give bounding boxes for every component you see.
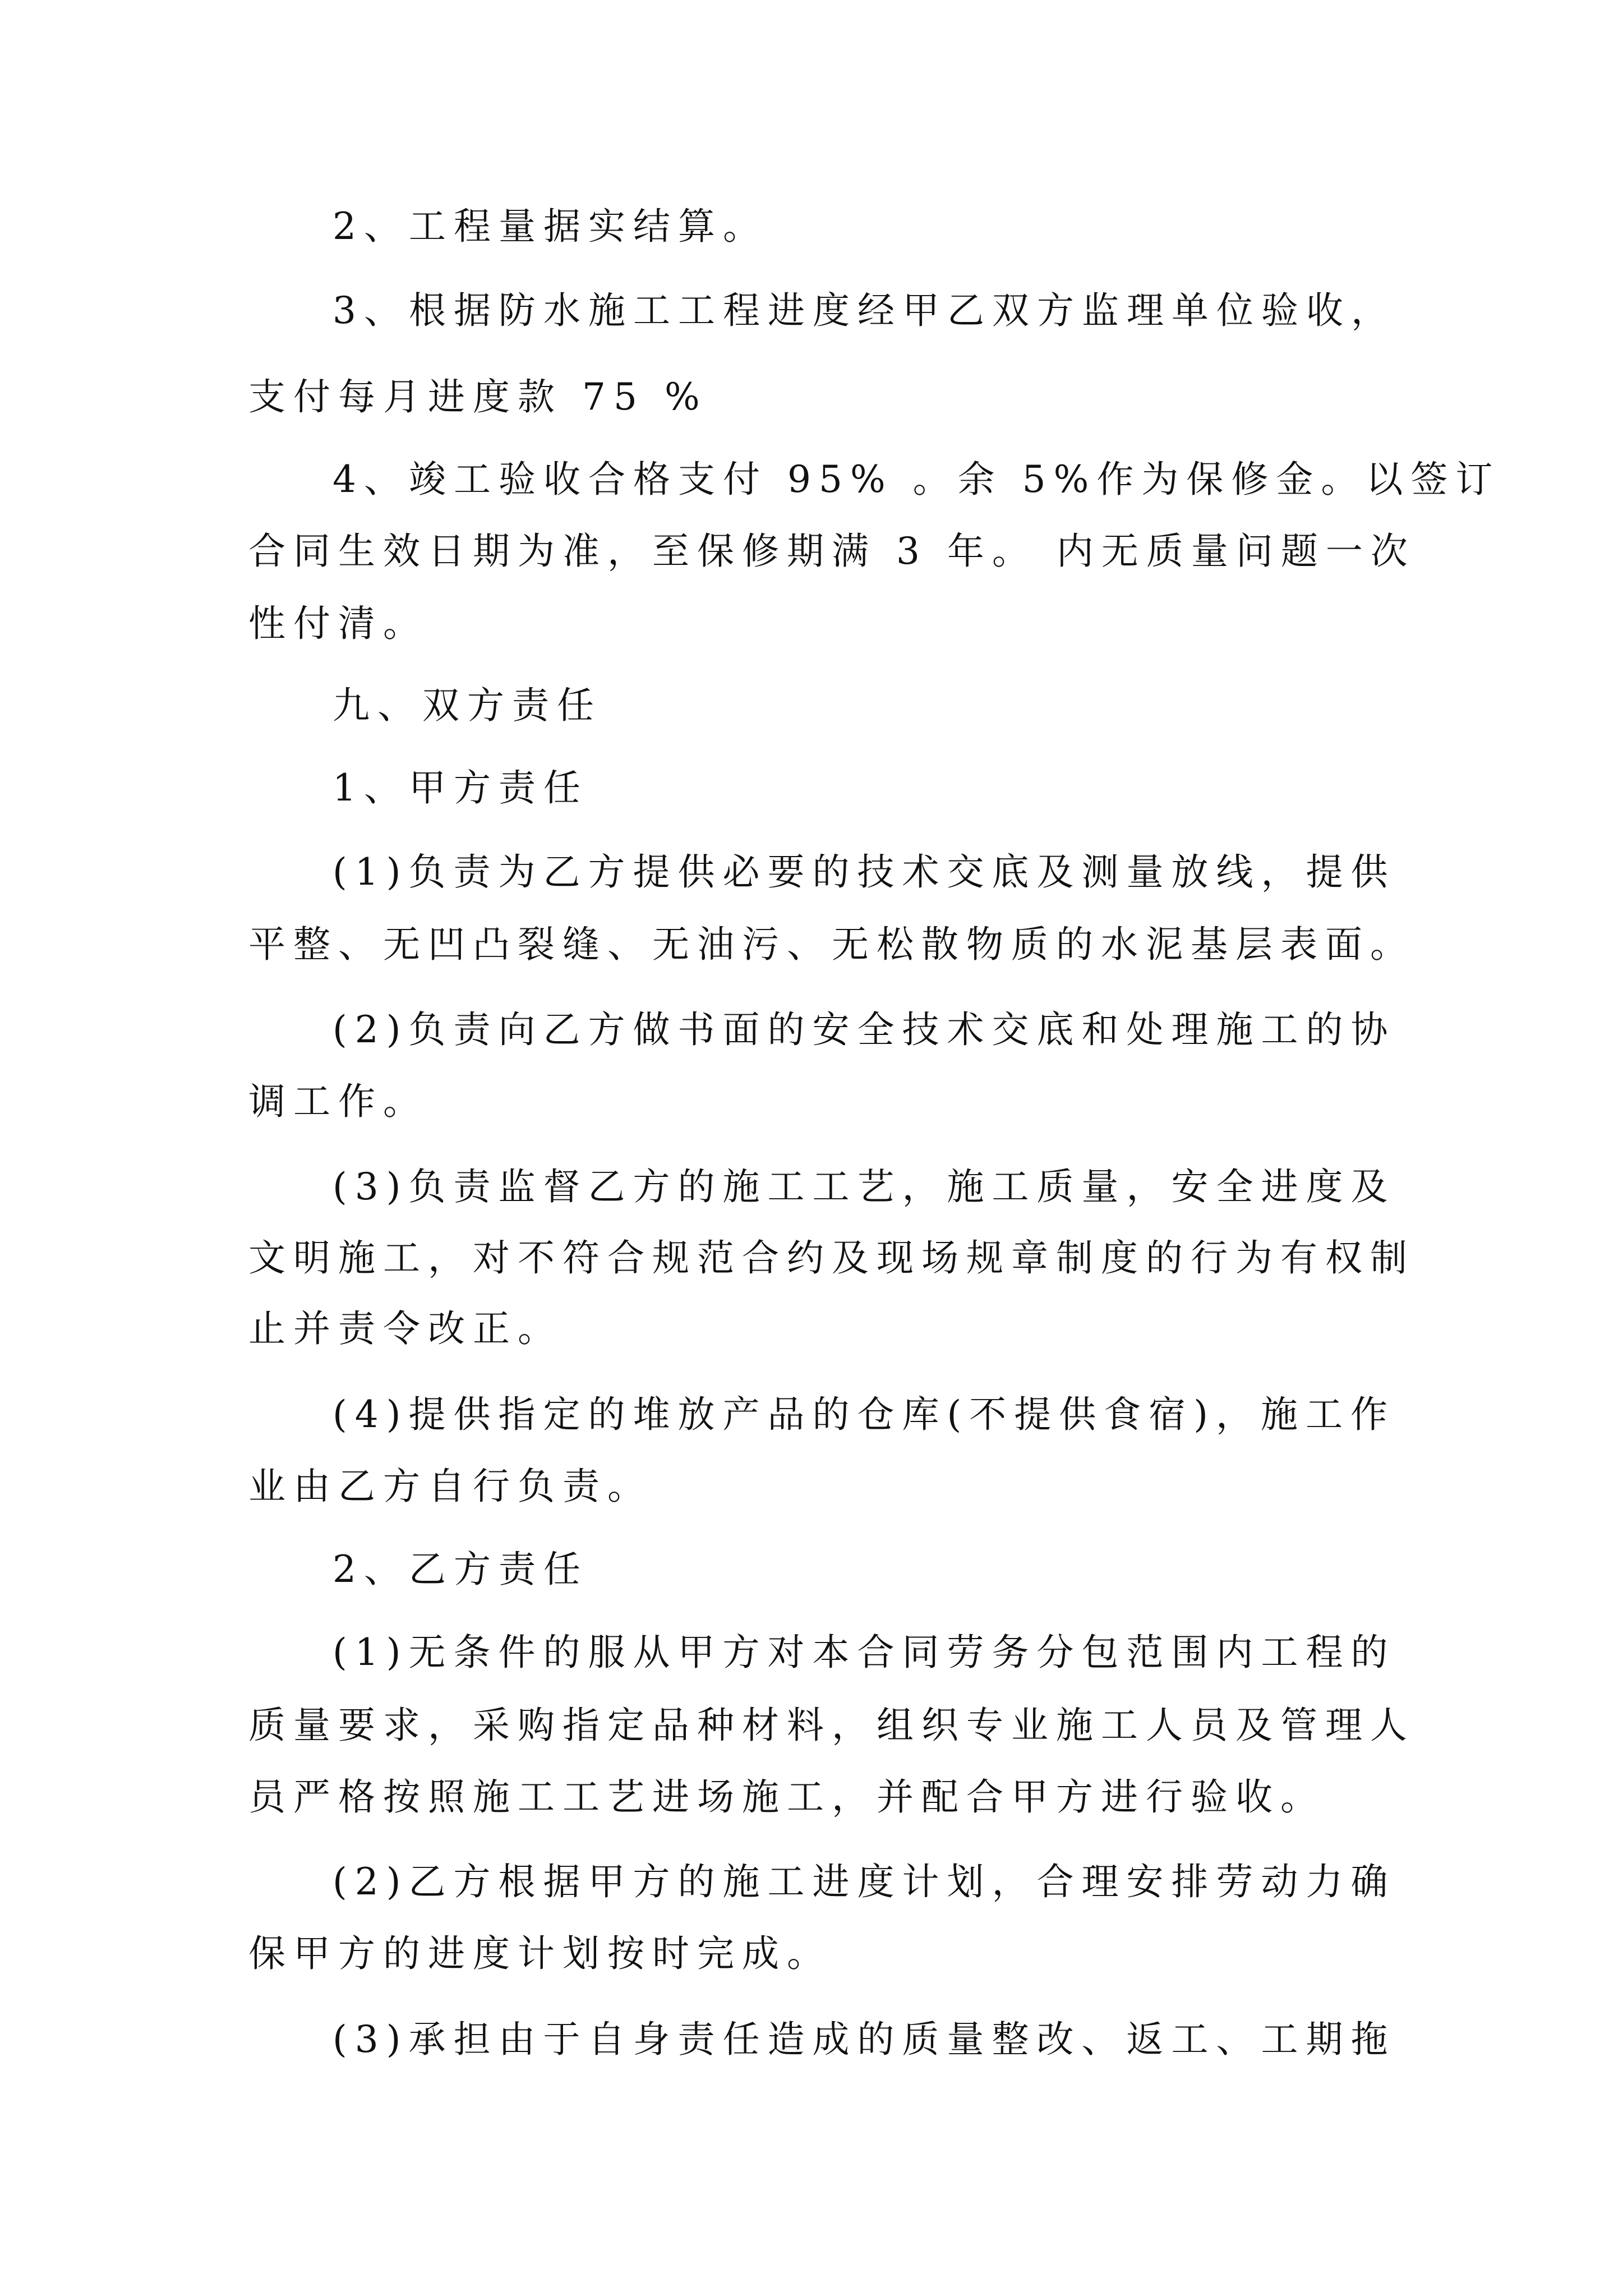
subsection-heading: 1、甲方责任 bbox=[333, 766, 588, 809]
text-line: 质量要求，采购指定品种材料，组织专业施工人员及管理人 bbox=[248, 1704, 1415, 1747]
text-line: 性付清。 bbox=[248, 602, 428, 645]
text-line: 4、竣工验收合格支付 95% 。余 5%作为保修金。以签订 bbox=[333, 458, 1501, 501]
text-line: (3)承担由于自身责任造成的质量整改、返工、工期拖 bbox=[333, 2018, 1396, 2061]
text-line: 业由乙方自行负责。 bbox=[248, 1465, 652, 1508]
text-line: 止并责令改正。 bbox=[248, 1307, 562, 1350]
text-line: 2、工程量据实结算。 bbox=[333, 205, 768, 248]
text-line: 3、根据防水施工工程进度经甲乙双方监理单位验收， bbox=[333, 289, 1396, 332]
section-heading: 九、双方责任 bbox=[333, 684, 602, 727]
text-line: 平整、无凹凸裂缝、无油污、无松散物质的水泥基层表面。 bbox=[248, 923, 1415, 966]
text-line: 合同生效日期为准，至保修期满 3 年。 内无质量问题一次 bbox=[248, 530, 1415, 573]
text-line: 调工作。 bbox=[248, 1080, 428, 1123]
text-line: (1)负责为乙方提供必要的技术交底及测量放线，提供 bbox=[333, 850, 1396, 894]
text-line: 员严格按照施工工艺进场施工，并配合甲方进行验收。 bbox=[248, 1775, 1325, 1819]
text-line: (1)无条件的服从甲方对本合同劳务分包范围内工程的 bbox=[333, 1631, 1396, 1674]
text-line: (3)负责监督乙方的施工工艺，施工质量，安全进度及 bbox=[333, 1165, 1396, 1208]
text-line: (4)提供指定的堆放产品的仓库(不提供食宿)，施工作 bbox=[333, 1393, 1395, 1436]
text-line: 支付每月进度款 75 % bbox=[248, 375, 708, 418]
text-line: (2)负责向乙方做书面的安全技术交底和处理施工的协 bbox=[333, 1008, 1396, 1051]
text-line: 文明施工，对不符合规范合约及现场规章制度的行为有权制 bbox=[248, 1236, 1415, 1280]
text-line: 保甲方的进度计划按时完成。 bbox=[248, 1932, 832, 1975]
text-line: (2)乙方根据甲方的施工进度计划，合理安排劳动力确 bbox=[333, 1860, 1396, 1903]
subsection-heading: 2、乙方责任 bbox=[333, 1548, 588, 1591]
